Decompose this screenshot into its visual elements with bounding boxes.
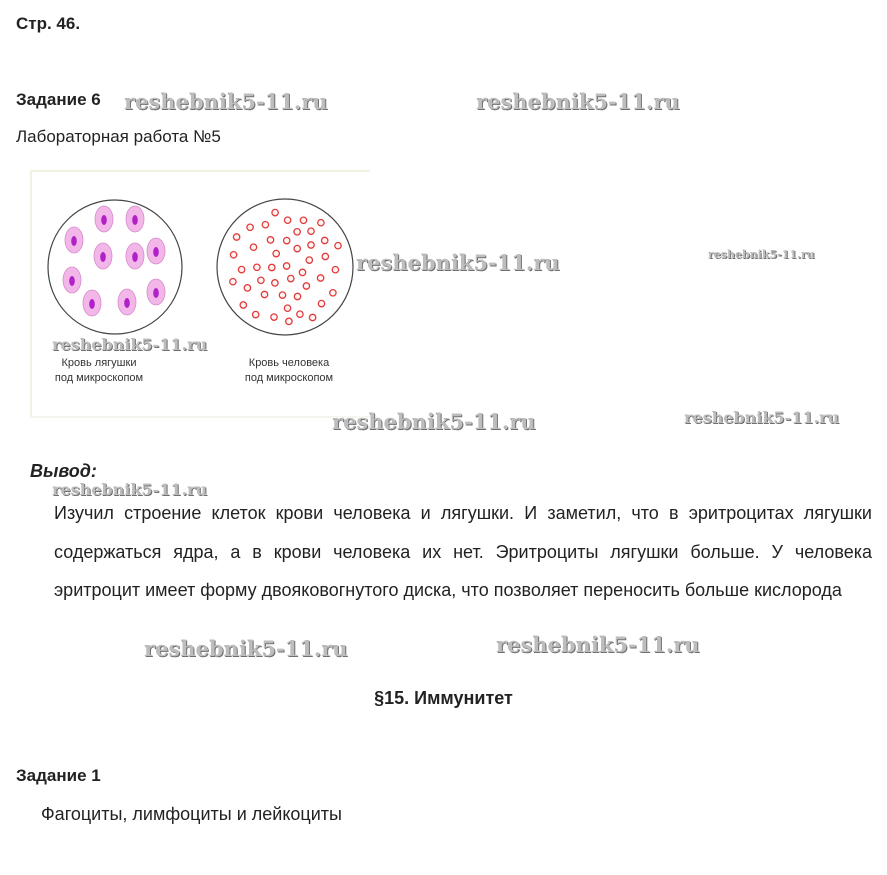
frog-cell-nucleus bbox=[69, 276, 75, 286]
frog-blood-caption bbox=[24, 356, 174, 386]
human-erythrocyte bbox=[284, 217, 290, 223]
human-erythrocyte bbox=[230, 252, 236, 258]
frog-cell-nucleus bbox=[71, 236, 77, 246]
watermark: reshebnik5-11.ru bbox=[52, 480, 208, 499]
watermark: reshebnik5-11.ru bbox=[52, 335, 208, 354]
human-erythrocyte bbox=[261, 291, 267, 297]
watermark: reshebnik5-11.ru bbox=[496, 632, 700, 657]
human-erythrocyte bbox=[322, 253, 328, 259]
human-caption-line2: под микроскопом bbox=[244, 372, 334, 384]
human-erythrocyte bbox=[309, 314, 315, 320]
human-erythrocyte bbox=[300, 217, 306, 223]
human-blood-circle bbox=[217, 199, 353, 335]
page-title: Стр. 46. bbox=[16, 14, 81, 33]
human-erythrocyte bbox=[284, 237, 290, 243]
frog-cell-nucleus bbox=[101, 215, 107, 225]
frog-caption-line2: под микроскопом bbox=[54, 372, 144, 384]
human-erythrocyte bbox=[294, 229, 300, 235]
conclusion-label: Вывод: bbox=[30, 461, 97, 481]
human-erythrocyte bbox=[279, 292, 285, 298]
human-erythrocyte bbox=[272, 280, 278, 286]
human-erythrocyte bbox=[233, 234, 239, 240]
human-erythrocyte bbox=[286, 318, 292, 324]
frog-field-circle bbox=[48, 200, 182, 334]
lab-title: Лабораторная работа №5 bbox=[16, 127, 221, 146]
frog-cell-nucleus bbox=[124, 298, 130, 308]
frog-cell-nucleus bbox=[132, 252, 138, 262]
human-erythrocyte bbox=[230, 279, 236, 285]
watermark: reshebnik5-11.ru bbox=[124, 89, 328, 114]
human-erythrocyte bbox=[258, 277, 264, 283]
frog-caption-line1: Кровь лягушки bbox=[61, 357, 137, 369]
human-erythrocyte bbox=[318, 220, 324, 226]
human-erythrocyte bbox=[294, 245, 300, 251]
human-erythrocyte bbox=[288, 275, 294, 281]
task6-heading: Задание 6 bbox=[16, 90, 101, 109]
human-erythrocyte bbox=[335, 243, 341, 249]
watermark: reshebnik5-11.ru bbox=[144, 636, 348, 661]
human-erythrocyte bbox=[254, 264, 260, 270]
watermark: reshebnik5-11.ru bbox=[476, 89, 680, 114]
watermark: reshebnik5-11.ru bbox=[356, 250, 560, 275]
task1-answer: Фагоциты, лимфоциты и лейкоциты bbox=[41, 804, 342, 824]
human-erythrocyte bbox=[240, 302, 246, 308]
human-erythrocyte bbox=[244, 285, 250, 291]
human-erythrocyte bbox=[299, 269, 305, 275]
frog-blood-circle bbox=[48, 200, 182, 334]
human-erythrocyte bbox=[283, 263, 289, 269]
human-erythrocyte bbox=[250, 244, 256, 250]
human-erythrocyte bbox=[330, 290, 336, 296]
frog-cell-nucleus bbox=[89, 299, 95, 309]
frog-cell-nucleus bbox=[153, 247, 159, 257]
human-erythrocyte bbox=[294, 293, 300, 299]
human-blood-caption bbox=[214, 356, 364, 386]
human-erythrocyte bbox=[317, 275, 323, 281]
human-erythrocyte bbox=[253, 311, 259, 317]
human-erythrocyte bbox=[297, 311, 303, 317]
watermark: reshebnik5-11.ru bbox=[708, 248, 815, 261]
frog-cell-nucleus bbox=[153, 288, 159, 298]
section-title: §15. Иммунитет bbox=[374, 688, 513, 708]
human-erythrocyte bbox=[272, 209, 278, 215]
human-erythrocyte bbox=[308, 242, 314, 248]
watermark: reshebnik5-11.ru bbox=[684, 408, 840, 427]
human-erythrocyte bbox=[273, 250, 279, 256]
human-erythrocyte bbox=[267, 237, 273, 243]
human-erythrocyte bbox=[318, 300, 324, 306]
human-erythrocyte bbox=[303, 283, 309, 289]
human-erythrocyte bbox=[238, 266, 244, 272]
task1-heading: Задание 1 bbox=[16, 766, 101, 785]
human-erythrocyte bbox=[247, 224, 253, 230]
human-erythrocyte bbox=[262, 222, 268, 228]
human-erythrocyte bbox=[308, 228, 314, 234]
human-erythrocyte bbox=[322, 237, 328, 243]
human-erythrocyte bbox=[332, 267, 338, 273]
watermark: reshebnik5-11.ru bbox=[332, 409, 536, 434]
human-erythrocyte bbox=[269, 264, 275, 270]
human-erythrocyte bbox=[306, 257, 312, 263]
conclusion-text: Изучил строение клеток крови человека и лягушки. И заметил, что в эритроцитах лягушки содержаться ядра, а в крови человека их нет. Эритроциты лягушки больше. У человека эритроцит имеет форму двояковогнутого диска, что позволяет переносить больше кислорода bbox=[54, 503, 872, 600]
human-erythrocyte bbox=[284, 305, 290, 311]
frog-cell-nucleus bbox=[100, 252, 106, 262]
frog-cell-nucleus bbox=[132, 215, 138, 225]
human-erythrocyte bbox=[271, 314, 277, 320]
human-caption-line1: Кровь человека bbox=[248, 357, 330, 369]
